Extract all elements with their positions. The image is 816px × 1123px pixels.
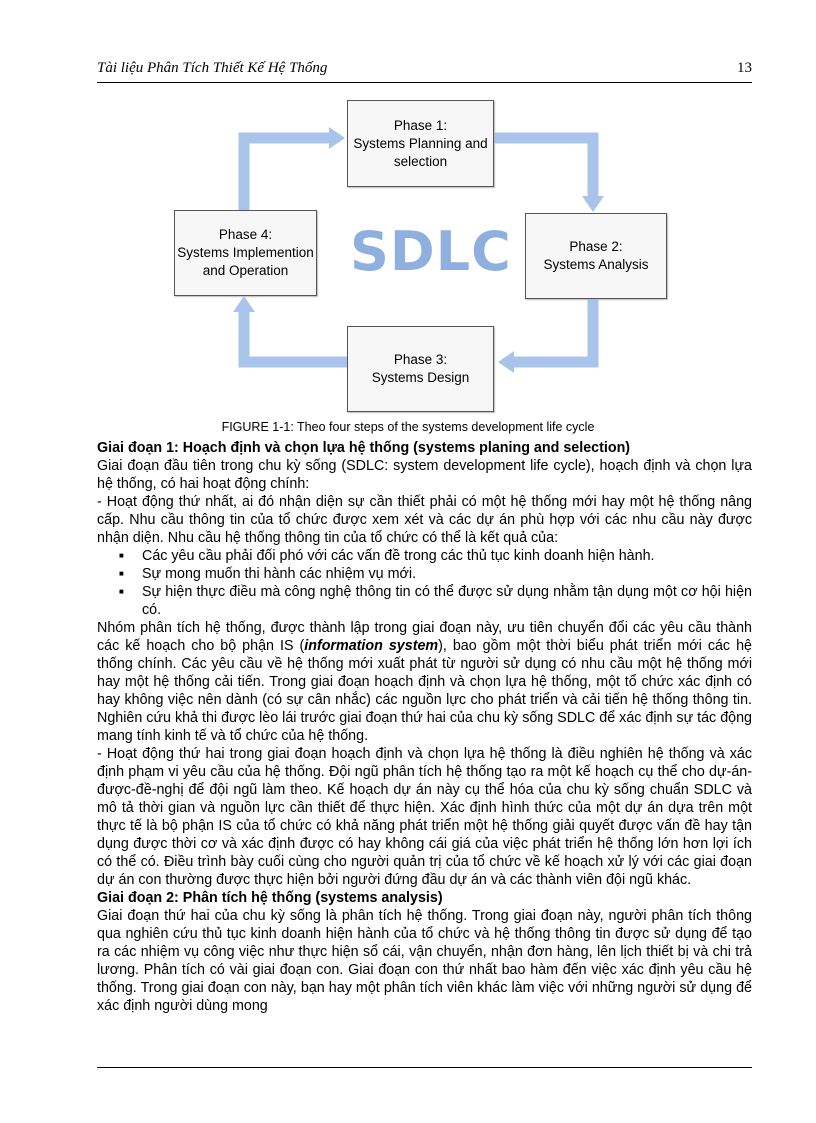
arrow-2-to-3 <box>514 297 593 362</box>
list-item: ■ Sự mong muốn thi hành các nhiệm vụ mới. <box>142 565 752 583</box>
body-text <box>97 439 752 1015</box>
phase-4-label: Phase 4: Systems Implemention and Operation <box>177 227 314 278</box>
phase-4-box <box>174 210 317 296</box>
paragraph-text: ), bao gồm một thời biểu phát triển mới các hệ thống chính. Các yêu cầu về hệ thống mới xuất phát từ người sử dụng có nhu cầu một hệ thống mới hay một hệ thống cải tiến. Trong giai đoạn hoạch định và chọn lựa hệ thống, một tổ chức xác định có hay không việc nên dành (có sự cân nhắc) các nguồn lực cho phát triển và cải tiến hệ thống thông tin. Nghiên cứu khả thi được lèo lái trước giai đoạn thứ hai của chu kỳ sống SDLC để xác định sự tác động mang tính kinh tế và tổ chức của hệ thống. <box>97 638 752 744</box>
list-item: ■ Sự hiện thực điều mà công nghệ thông tin có thể được sử dụng nhằm tận dụng một cơ hội hiện có. <box>142 583 752 619</box>
phase-1-box <box>347 100 494 187</box>
phase-2-box <box>525 213 667 299</box>
section-2-heading: Giai đoạn 2: Phân tích hệ thống (systems analysis) <box>97 890 443 906</box>
phase-2-label: Phase 2: Systems Analysis <box>543 239 649 272</box>
phase-3-box <box>347 326 494 412</box>
arrow-2-to-3-head <box>498 351 514 373</box>
section-1-intro: Giai đoạn đầu tiên trong chu kỳ sống (SDLC: system development life cycle), hoạch định và chọn lựa hệ thống, có hai hoạt động chính: <box>97 458 752 492</box>
phase-3-label: Phase 3: Systems Design <box>371 352 470 385</box>
document-title: Tài liệu Phân Tích Thiết Kế Hệ Thống <box>97 60 328 76</box>
arrow-1-to-2 <box>492 138 593 198</box>
arrow-1-to-2-head <box>582 196 604 212</box>
page-header <box>97 60 752 83</box>
arrow-3-to-4-head <box>233 296 255 312</box>
emphasized-term: information system <box>304 638 439 654</box>
figure-caption: FIGURE 1-1: Theo four steps of the systems development life cycle <box>221 420 595 434</box>
needs-list <box>97 547 752 619</box>
arrow-3-to-4 <box>244 312 347 362</box>
sdlc-center-label: SDLC <box>350 220 512 283</box>
analysis-team-paragraph <box>97 619 752 745</box>
sdlc-diagram <box>170 100 655 410</box>
activity-1-paragraph: - Hoạt động thứ nhất, ai đó nhận diện sự cần thiết phải có một hệ thống mới hay một hệ thống nâng cấp. Nhu cầu thông tin của tổ chức được xem xét và các dự án phù hợp với các nhu cầu này được nhận diện. Nhu cầu hệ thống thông tin của tổ chức có thể là kết quả của: <box>97 494 752 546</box>
arrow-4-to-1 <box>244 138 329 210</box>
section-1-heading: Giai đoạn 1: Hoạch định và chọn lựa hệ thống (systems planing and selection) <box>97 440 631 456</box>
list-item: ■ Các yêu cầu phải đối phó với các vấn đề trong các thủ tục kinh doanh hiện hành. <box>142 547 752 565</box>
page-number: 13 <box>737 60 752 76</box>
activity-2-paragraph: - Hoạt động thứ hai trong giai đoạn hoạch định và chọn lựa hệ thống là điều nghiên hệ thống và xác định phạm vi yêu cầu của hệ thống. Đội ngũ phân tích hệ thống tạo ra một kế hoạch cụ thể cho dự-án-được-đề-nghị để đội ngũ làm theo. Kế hoạch dự án này cụ thể hóa của chu kỳ sống chuẩn SDLC và mô tả thời gian và nguồn lực cần thiết để thực hiện. Xác định hình thức của một dự án dựa trên một thực tế là bộ phận IS của tổ chức có khả năng phát triển một hệ thống giải quyết được vấn đề hay tận dụng được thời cơ và xác định được có hay không cái giá của việc phát triển hệ thống lớn hơn lợi ích có thể có. Điều trình bày cuối cùng cho người quản trị của tổ chức về kế hoạch xử lý với các giai đoạn dự án con thường được thực hiện bởi người đứng đầu dự án và các thành viên đội ngũ khác. <box>97 746 752 888</box>
paragraph-text: Nhóm phân tích hệ thống, được thành lập trong giai đoạn này, ưu tiên chuyển đổi các yêu cầu thành các kế hoạch cho bộ phận IS ( <box>97 620 752 654</box>
footer-rule <box>97 1067 752 1068</box>
arrow-4-to-1-head <box>329 127 345 149</box>
section-2-body: Giai đoạn thứ hai của chu kỳ sống là phân tích hệ thống. Trong giai đoạn này, người phân tích thông qua nghiên cứu thủ tục kinh doanh hiện hành của tổ chức và hệ thống thông tin được sử dụng để tạo ra các nhiệm vụ công việc như thực hiện sổ cái, vận chuyển, nhận đơn hàng, lên lịch thiết bị và chi trả lương. Phân tích có vài giai đoạn con. Giai đoạn con thứ nhất bao hàm đến việc xác định yêu cầu hệ thống. Trong giai đoạn con này, bạn hay một phân tích viên khác làm việc với những người sử dụng để xác định người dùng mong <box>97 908 752 1014</box>
phase-1-label: Phase 1: Systems Planning and selection <box>353 117 488 169</box>
